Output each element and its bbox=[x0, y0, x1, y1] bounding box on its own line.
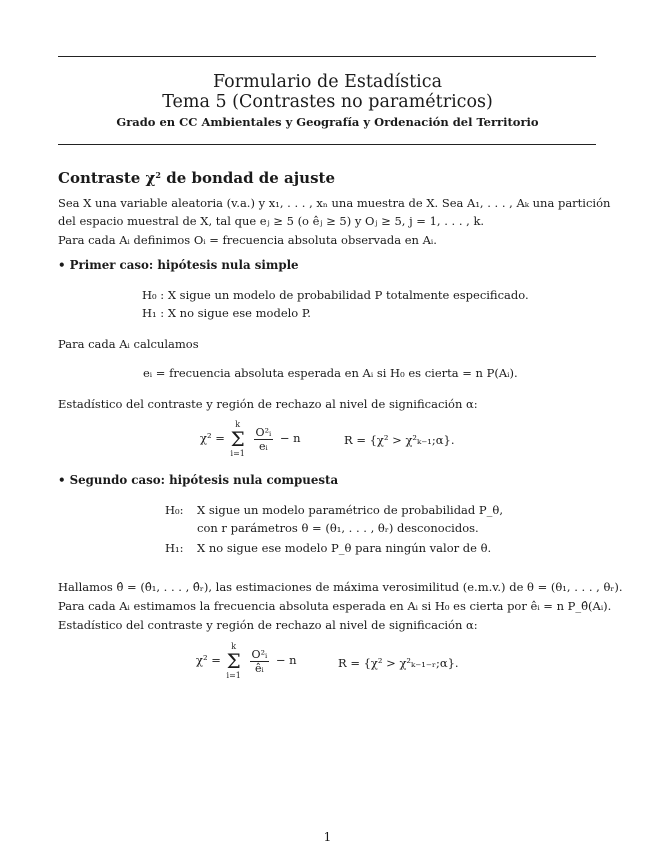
case2-h0-label: H₀: bbox=[165, 503, 184, 517]
case2-formula bbox=[196, 642, 297, 680]
case1-formula bbox=[200, 420, 301, 458]
summation: k Σ i=1 bbox=[226, 642, 241, 680]
case2-h1-line: X no sigue ese modelo P_θ para ningún valor de θ. bbox=[197, 541, 492, 555]
case2-region: R = {χ² > χ²ₖ₋₁₋ᵣ;α}. bbox=[338, 656, 459, 670]
summation: k Σ i=1 bbox=[230, 420, 245, 458]
chi-square-lhs: χ² = bbox=[196, 653, 221, 667]
case2-para-2: Para cada Aᵢ estimamos la frecuencia absoluta esperada en Aᵢ si H₀ es cierta por êᵢ = n P_θ̂(Aᵢ). bbox=[58, 599, 612, 613]
section-heading: Contraste $\chi^2$ de bondad de ajuste bbox=[58, 169, 336, 187]
case1-heading: • Primer caso: hipótesis nula simple bbox=[58, 258, 299, 272]
intro-line-2: del espacio muestral de X, tal que eⱼ ≥ 5 (o êⱼ ≥ 5) y Oⱼ ≥ 5, j = 1, . . . , k. bbox=[58, 214, 485, 228]
case2-para-3: Estadístico del contraste y región de rechazo al nivel de significación α: bbox=[58, 618, 478, 632]
case2-h1-label: H₁: bbox=[165, 541, 184, 555]
intro-line-1: Sea X una variable aleatoria (v.a.) y x₁, . . . , xₙ una muestra de X. Sea A₁, . . . , Aₖ una partición bbox=[58, 196, 611, 210]
formula-tail: − n bbox=[275, 653, 297, 667]
case1-h1: H₁ : X no sigue ese modelo P. bbox=[142, 306, 311, 320]
fraction: $\frac{\text{O²ᵢ}}{\text{eᵢ}}$ bbox=[255, 425, 272, 453]
case1-stat-intro: Estadístico del contraste y región de rechazo al nivel de significación α: bbox=[58, 397, 478, 411]
case2-h0-line2: con r parámetros θ = (θ₁, . . . , θᵣ) desconocidos. bbox=[197, 521, 479, 535]
case2-h0-line1: X sigue un modelo paramétrico de probabilidad P_θ, bbox=[197, 503, 503, 517]
case1-h0: H₀ : X sigue un modelo de probabilidad P totalmente especificado. bbox=[142, 288, 529, 302]
chi-square-lhs: χ² = bbox=[200, 431, 225, 445]
topic-title: Tema 5 (Contrastes no paramétricos) bbox=[162, 92, 493, 112]
case2-para-1: Hallamos θ̂ = (θ̂₁, . . . , θ̂ᵣ), las estimaciones de máxima verosimilitud (e.m.v.) de θ = (θ₁, . . . , θᵣ). bbox=[58, 580, 623, 594]
intro-line-3: Para cada Aᵢ definimos Oᵢ = frecuencia absoluta observada en Aᵢ. bbox=[58, 233, 437, 247]
case1-calc-intro: Para cada Aᵢ calculamos bbox=[58, 337, 199, 351]
page-title: Formulario de Estadística bbox=[212, 72, 443, 92]
case1-expected: eᵢ = frecuencia absoluta esperada en Aᵢ si H₀ es cierta = n P(Aᵢ). bbox=[143, 366, 518, 380]
header-bottom-rule bbox=[58, 144, 596, 145]
formula-tail: − n bbox=[279, 431, 301, 445]
fraction: $\frac{\text{O²ᵢ}}{\text{êᵢ}}$ bbox=[251, 647, 268, 675]
case2-heading: • Segundo caso: hipótesis nula compuesta bbox=[58, 473, 339, 487]
degree-subtitle: Grado en CC Ambientales y Geografía y Ordenación del Territorio bbox=[116, 115, 539, 129]
case1-region: R = {χ² > χ²ₖ₋₁;α}. bbox=[344, 433, 455, 447]
top-rule bbox=[58, 56, 596, 57]
page-number: 1 bbox=[323, 830, 332, 844]
